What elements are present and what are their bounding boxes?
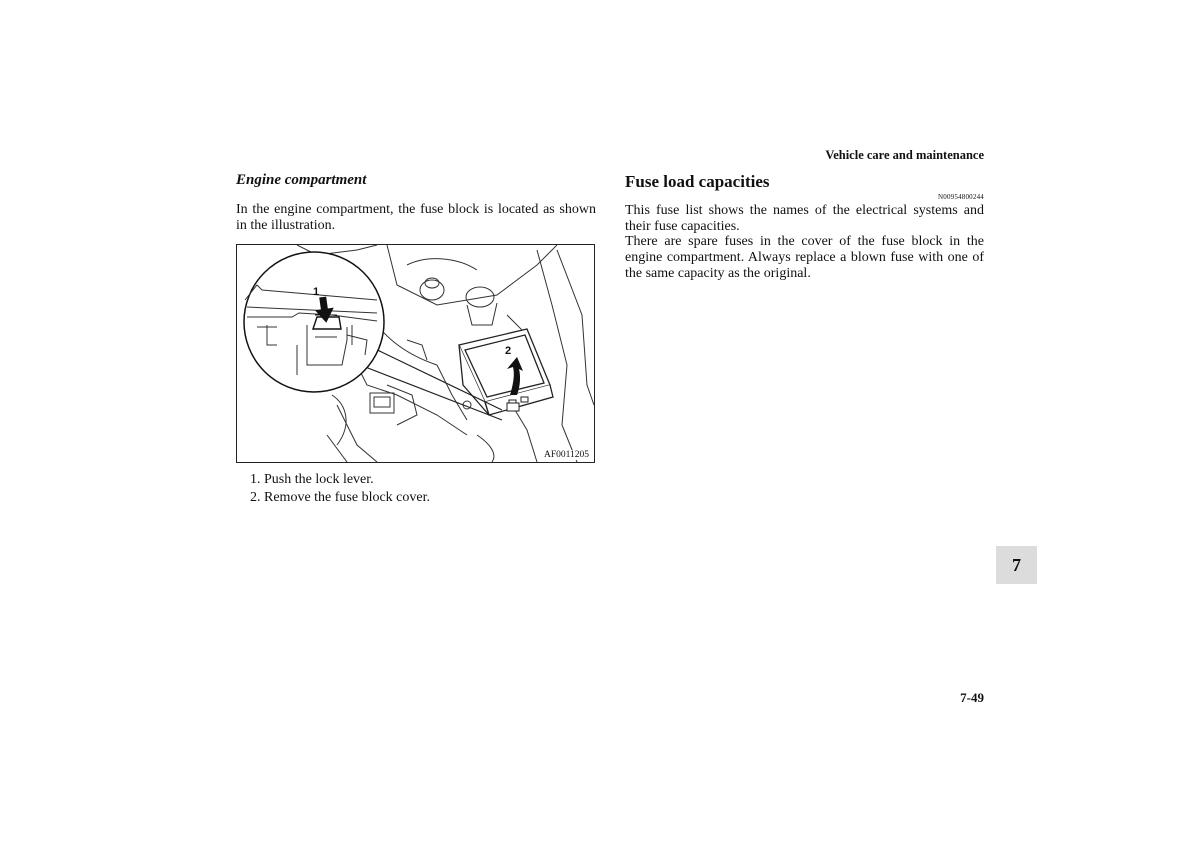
- step-item: 1. Push the lock lever.: [250, 472, 374, 487]
- fuse-list-paragraph: This fuse list shows the names of the electrical systems and their fuse capacities.: [625, 203, 984, 234]
- callout-1: 1: [313, 286, 320, 298]
- callout-2: 2: [505, 345, 512, 357]
- section-heading-fuse-load-capacities: Fuse load capacities: [625, 172, 770, 191]
- page-number: 7-49: [960, 690, 984, 705]
- magnified-detail-circle: [244, 252, 384, 392]
- spare-fuses-paragraph: There are spare fuses in the cover of the fuse block in the engine compartment. Always replace a blown fuse with one of the same capacity as the original.: [625, 234, 984, 281]
- engine-compartment-drawing: [237, 245, 594, 462]
- step-list: [250, 471, 430, 507]
- chapter-tab: 7: [996, 546, 1037, 584]
- step-item: 2. Remove the fuse block cover.: [250, 490, 431, 505]
- section-heading-engine-compartment: Engine compartment: [236, 172, 367, 188]
- fuse-block-illustration: [236, 244, 595, 463]
- intro-paragraph: In the engine compartment, the fuse block is located as shown in the illustration.: [236, 202, 596, 233]
- running-header: Vehicle care and maintenance: [825, 148, 984, 162]
- document-id: N00954800244: [938, 193, 984, 201]
- figure-code: AF0011205: [543, 450, 589, 460]
